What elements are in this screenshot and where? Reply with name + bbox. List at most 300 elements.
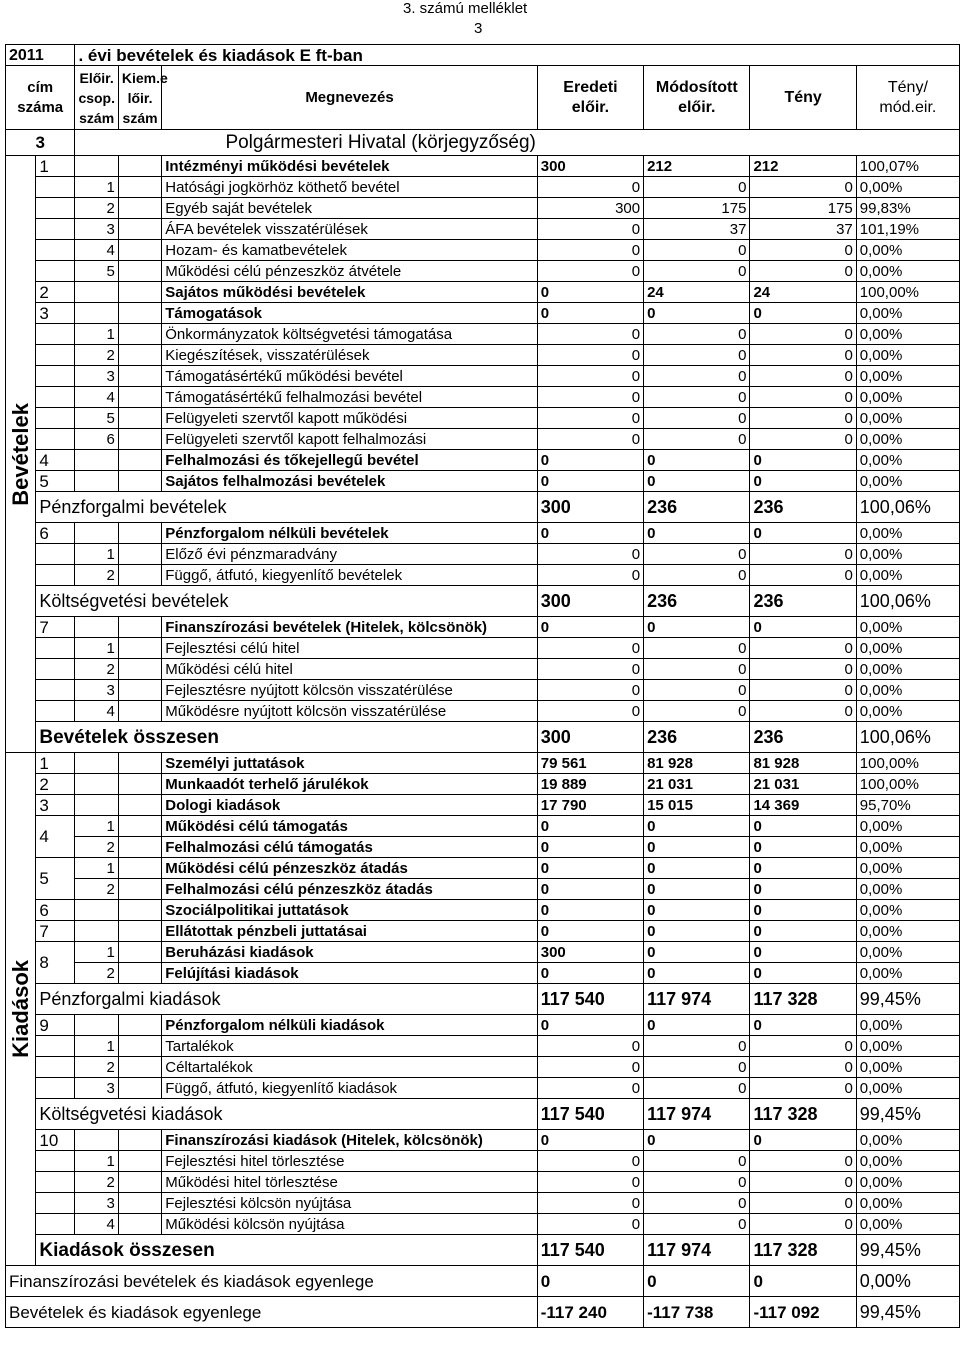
table-row [6,177,960,198]
actual-value: 0 [750,523,856,544]
ratio-value: 0,00% [856,1214,959,1235]
original-value: 0 [537,638,643,659]
sub-number [75,471,118,492]
original-value: 0 [537,900,643,921]
original-value: 0 [537,408,643,429]
empty-cell [118,544,161,565]
sub-number [75,774,118,795]
ratio-value: 0,00% [856,1130,959,1151]
table-row [6,1235,960,1266]
sub-number: 2 [75,565,118,586]
actual-value: 0 [750,303,856,324]
table-row [6,240,960,261]
modified-value: 0 [644,900,750,921]
modified-value: 0 [644,429,750,450]
modified-value: 0 [644,701,750,722]
ratio-value: 0,00% [856,942,959,963]
ratio-value: 0,00% [856,387,959,408]
sub-number: 1 [75,816,118,837]
section-row [6,130,960,156]
original-value: 300 [537,156,643,177]
original-value: 0 [537,1193,643,1214]
original-value: 0 [537,1130,643,1151]
group-number: 6 [36,523,75,544]
actual-value: 0 [750,1078,856,1099]
table-row [6,198,960,219]
item-name: Működési hitel törlesztése [162,1172,538,1193]
original-value: 0 [537,282,643,303]
modified-value: 0 [644,1057,750,1078]
empty-cell [118,701,161,722]
empty-cell [118,879,161,900]
modified-value: 0 [644,471,750,492]
original-value: 0 [537,240,643,261]
group-number [36,701,75,722]
sub-number: 2 [75,879,118,900]
group-number: 3 [36,303,75,324]
group-number: 9 [36,1015,75,1036]
item-name: Függő, átfutó, kiegyenlítő kiadások [162,1078,538,1099]
sub-number: 3 [75,219,118,240]
ratio-value: 0,00% [856,544,959,565]
ratio-value: 0,00% [856,1057,959,1078]
original-value: 0 [537,858,643,879]
empty-cell [118,366,161,387]
item-name: Működési célú pénzeszköz átadás [162,858,538,879]
ratio-value: 0,00% [856,1266,959,1297]
group-number [36,680,75,701]
modified-value: 0 [644,240,750,261]
actual-value: 0 [750,177,856,198]
group-number: 5 [36,858,75,900]
empty-cell [118,387,161,408]
ratio-value: 0,00% [856,963,959,984]
actual-value: 0 [750,879,856,900]
group-number [36,177,75,198]
item-name: Támogatásértékű működési bevétel [162,366,538,387]
item-name: Pénzforgalom nélküli kiadások [162,1015,538,1036]
table-row [6,1099,960,1130]
original-value: 0 [537,177,643,198]
side-label-bevetelek [6,156,36,753]
sub-number [75,523,118,544]
original-value: 0 [537,1266,643,1297]
empty-cell [118,471,161,492]
actual-value: 175 [750,198,856,219]
empty-cell [118,345,161,366]
actual-value: 21 031 [750,774,856,795]
ratio-value: 0,00% [856,177,959,198]
modified-value: 0 [644,387,750,408]
group-number: 5 [36,471,75,492]
actual-value: 0 [750,240,856,261]
empty-cell [118,921,161,942]
sub-number [75,753,118,774]
original-value: 117 540 [537,984,643,1015]
item-name: Szociálpolitikai juttatások [162,900,538,921]
original-value: 300 [537,722,643,753]
group-number: 8 [36,942,75,984]
table-row [6,984,960,1015]
group-number [36,659,75,680]
original-value: 300 [537,492,643,523]
modified-value: 0 [644,1193,750,1214]
sub-number: 4 [75,240,118,261]
modified-value: 0 [644,408,750,429]
total-label: Költségvetési bevételek [36,586,537,617]
ratio-value: 0,00% [856,1036,959,1057]
item-name: Felhalmozási célú pénzeszköz átadás [162,879,538,900]
original-value: 0 [537,324,643,345]
table-row [6,387,960,408]
original-value: 0 [537,544,643,565]
table-row [6,921,960,942]
empty-cell [118,795,161,816]
ratio-value: 99,45% [856,1297,959,1328]
actual-value: 14 369 [750,795,856,816]
actual-value: 0 [750,638,856,659]
item-name: Intézményi működési bevételek [162,156,538,177]
modified-value: 0 [644,1172,750,1193]
sub-number: 4 [75,701,118,722]
group-number: 1 [36,156,75,177]
group-number: 10 [36,1130,75,1151]
sub-number [75,921,118,942]
modified-value: 236 [644,492,750,523]
item-name: Fejlesztési hitel törlesztése [162,1151,538,1172]
ratio-value: 100,06% [856,586,959,617]
actual-value: 0 [750,963,856,984]
actual-value: 0 [750,1172,856,1193]
ratio-value: 0,00% [856,408,959,429]
col-cim: cím száma [6,66,75,130]
modified-value: 0 [644,858,750,879]
group-number: 1 [36,753,75,774]
total-label: Kiadások összesen [36,1235,537,1266]
col-kiem: Kiem.e lőir. szám [118,66,161,130]
empty-cell [118,963,161,984]
table-row [6,879,960,900]
table-row [6,345,960,366]
sub-number: 1 [75,638,118,659]
modified-value: 0 [644,942,750,963]
item-name: Fejlesztési célú hitel [162,638,538,659]
group-number [36,261,75,282]
sub-number [75,450,118,471]
item-name: Sajátos működési bevételek [162,282,538,303]
modified-value: 0 [644,921,750,942]
empty-cell [118,858,161,879]
table-row [6,366,960,387]
col-eloir: Előir. csop. szám [75,66,118,130]
ratio-value: 0,00% [856,324,959,345]
item-name: Finanszírozási bevételek (Hitelek, kölcsönök) [162,617,538,638]
table-row [6,429,960,450]
actual-value: 0 [750,1266,856,1297]
modified-value: 81 928 [644,753,750,774]
ratio-value: 0,00% [856,1078,959,1099]
actual-value: 0 [750,429,856,450]
item-name: Támogatásértékű felhalmozási bevétel [162,387,538,408]
empty-cell [118,429,161,450]
ratio-value: 0,00% [856,701,959,722]
item-name: Pénzforgalom nélküli bevételek [162,523,538,544]
empty-cell [118,261,161,282]
sub-number: 2 [75,198,118,219]
empty-cell [118,324,161,345]
ratio-value: 0,00% [856,921,959,942]
ratio-value: 0,00% [856,638,959,659]
group-number [36,198,75,219]
table-title: . évi bevételek és kiadások E ft-ban [75,45,960,66]
original-value: -117 240 [537,1297,643,1328]
item-name: Felhalmozási és tőkejellegű bevétel [162,450,538,471]
item-name: Fejlesztési kölcsön nyújtása [162,1193,538,1214]
item-name: Felügyeleti szervtől kapott felhalmozási [162,429,538,450]
group-number [36,638,75,659]
col-modositott: Módosított előir. [644,66,750,130]
item-name: Kiegészítések, visszatérülések [162,345,538,366]
modified-value: 0 [644,1015,750,1036]
modified-value: 0 [644,659,750,680]
original-value: 0 [537,921,643,942]
ratio-value: 99,45% [856,1235,959,1266]
appendix-number: 3 [474,20,483,37]
appendix-label: 3. számú melléklet [403,0,528,17]
table-row [6,900,960,921]
col-eredeti: Eredeti előir. [537,66,643,130]
modified-value: 0 [644,837,750,858]
ratio-value: 100,06% [856,722,959,753]
sub-number: 3 [75,1078,118,1099]
original-value: 300 [537,586,643,617]
group-number [36,1078,75,1099]
empty-cell [118,450,161,471]
empty-cell [118,177,161,198]
original-value: 0 [537,1036,643,1057]
modified-value: 0 [644,450,750,471]
original-value: 0 [537,345,643,366]
ratio-value: 0,00% [856,680,959,701]
original-value: 0 [537,879,643,900]
actual-value: 236 [750,586,856,617]
empty-cell [118,408,161,429]
table-row [6,565,960,586]
sub-number [75,795,118,816]
table-row [6,701,960,722]
empty-cell [118,837,161,858]
group-number [36,1151,75,1172]
actual-value: 0 [750,659,856,680]
table-row [6,408,960,429]
footer-row [6,1266,960,1297]
item-name: Működési célú pénzeszköz átvétele [162,261,538,282]
empty-cell [118,1057,161,1078]
footer-label: Finanszírozási bevételek és kiadások egyenlege [6,1266,538,1297]
table-row [6,492,960,523]
ratio-value: 0,00% [856,837,959,858]
table-row [6,1151,960,1172]
group-number: 4 [36,450,75,471]
table-row [6,1078,960,1099]
table-row [6,156,960,177]
ratio-value: 99,45% [856,1099,959,1130]
side-label-kiadasok-text: Kiadások [8,960,34,1058]
ratio-value: 0,00% [856,1172,959,1193]
sub-number: 4 [75,387,118,408]
item-name: Előző évi pénzmaradvány [162,544,538,565]
year-cell: 2011 [6,45,75,66]
group-number: 4 [36,816,75,858]
original-value: 0 [537,1172,643,1193]
table-row [6,282,960,303]
table-row [6,659,960,680]
modified-value: -117 738 [644,1297,750,1328]
modified-value: 0 [644,345,750,366]
sub-number: 1 [75,1151,118,1172]
ratio-value: 0,00% [856,858,959,879]
sub-number [75,900,118,921]
actual-value: 0 [750,858,856,879]
group-number [36,219,75,240]
actual-value: 0 [750,366,856,387]
empty-cell [118,523,161,544]
original-value: 0 [537,963,643,984]
group-number: 6 [36,900,75,921]
sub-number: 3 [75,366,118,387]
sub-number [75,282,118,303]
item-name: Működési célú támogatás [162,816,538,837]
original-value: 0 [537,816,643,837]
actual-value: 117 328 [750,1235,856,1266]
sub-number: 1 [75,1036,118,1057]
actual-value: 212 [750,156,856,177]
empty-cell [118,1172,161,1193]
group-number [36,408,75,429]
empty-cell [118,156,161,177]
modified-value: 212 [644,156,750,177]
original-value: 17 790 [537,795,643,816]
sub-number: 2 [75,659,118,680]
empty-cell [118,219,161,240]
item-name: Hatósági jogkörhöz köthető bevétel [162,177,538,198]
modified-value: 0 [644,324,750,345]
table-row [6,471,960,492]
table-row [6,523,960,544]
sub-number: 1 [75,544,118,565]
ratio-value: 100,00% [856,753,959,774]
group-number [36,565,75,586]
table-row [6,303,960,324]
sub-number: 1 [75,858,118,879]
actual-value: 0 [750,1214,856,1235]
actual-value: 0 [750,701,856,722]
group-number [36,1214,75,1235]
table-row [6,586,960,617]
actual-value: 0 [750,261,856,282]
original-value: 19 889 [537,774,643,795]
modified-value: 15 015 [644,795,750,816]
col-teny: Tény [750,66,856,130]
original-value: 0 [537,1214,643,1235]
actual-value: 0 [750,1015,856,1036]
table-row [6,942,960,963]
total-label: Pénzforgalmi kiadások [36,984,537,1015]
table-row [6,1214,960,1235]
sub-number [75,617,118,638]
actual-value: 0 [750,1193,856,1214]
actual-value: 0 [750,565,856,586]
actual-value: 0 [750,471,856,492]
table-row [6,837,960,858]
table-row [6,1172,960,1193]
empty-cell [118,680,161,701]
actual-value: -117 092 [750,1297,856,1328]
table-row [6,219,960,240]
actual-value: 0 [750,837,856,858]
item-name: Működésre nyújtott kölcsön visszatérülése [162,701,538,722]
group-number: 7 [36,921,75,942]
section-number: 3 [6,130,75,156]
empty-cell [118,1214,161,1235]
original-value: 0 [537,617,643,638]
original-value: 0 [537,429,643,450]
modified-value: 0 [644,617,750,638]
sub-number [75,156,118,177]
modified-value: 117 974 [644,1099,750,1130]
table-row [6,1130,960,1151]
ratio-value: 100,07% [856,156,959,177]
item-name: Sajátos felhalmozási bevételek [162,471,538,492]
actual-value: 0 [750,1057,856,1078]
modified-value: 0 [644,1130,750,1151]
item-name: Ellátottak pénzbeli juttatásai [162,921,538,942]
sub-number: 2 [75,1172,118,1193]
empty-cell [118,900,161,921]
modified-value: 0 [644,303,750,324]
ratio-value: 0,00% [856,816,959,837]
original-value: 0 [537,523,643,544]
ratio-value: 0,00% [856,617,959,638]
actual-value: 0 [750,450,856,471]
table-row [6,753,960,774]
ratio-value: 0,00% [856,659,959,680]
ratio-value: 0,00% [856,565,959,586]
actual-value: 0 [750,345,856,366]
table-row [6,795,960,816]
empty-cell [118,1078,161,1099]
empty-cell [118,942,161,963]
empty-cell [118,816,161,837]
empty-cell [118,1015,161,1036]
group-number [36,429,75,450]
modified-value: 21 031 [644,774,750,795]
item-name: Működési kölcsön nyújtása [162,1214,538,1235]
ratio-value: 0,00% [856,240,959,261]
modified-value: 0 [644,1214,750,1235]
empty-cell [118,282,161,303]
sub-number: 5 [75,408,118,429]
modified-value: 0 [644,177,750,198]
ratio-value: 0,00% [856,366,959,387]
modified-value: 24 [644,282,750,303]
ratio-value: 0,00% [856,1151,959,1172]
table-row [6,963,960,984]
table-row [6,1036,960,1057]
modified-value: 236 [644,586,750,617]
sub-number: 2 [75,837,118,858]
actual-value: 0 [750,1151,856,1172]
